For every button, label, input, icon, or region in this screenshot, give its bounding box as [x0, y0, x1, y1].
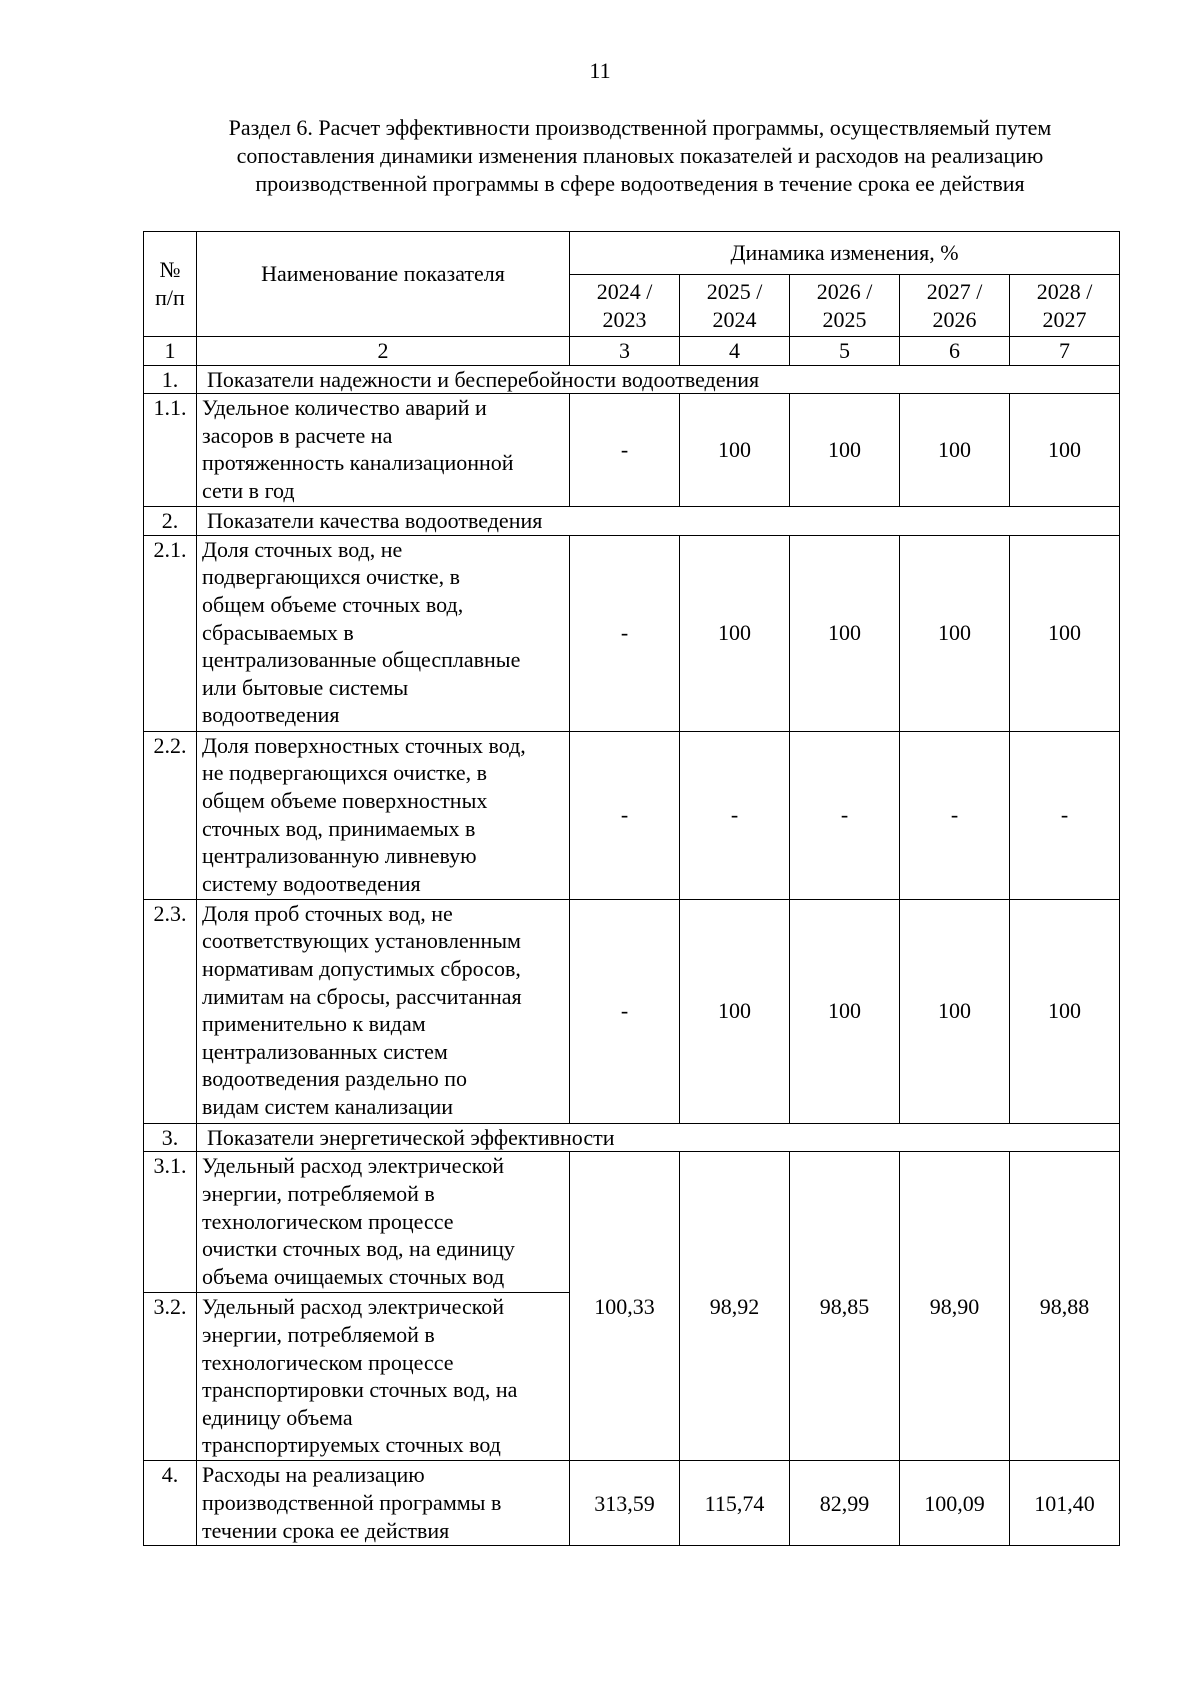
value-cell: 100,09	[900, 1461, 1010, 1546]
table-row	[144, 535, 1120, 731]
column-number: 5	[790, 337, 900, 366]
table-row	[144, 731, 1120, 899]
heading-line-1: Раздел 6. Расчет эффективности производственной программы, осуществляемый путем	[228, 115, 1052, 140]
column-number: 2	[197, 337, 570, 366]
heading-line-3: производственной программы в сфере водоотведения в течение срока ее действия	[255, 171, 1025, 196]
table-row	[144, 394, 1120, 507]
value-cell: 100	[900, 899, 1010, 1123]
value-cell: 100	[1010, 535, 1120, 731]
indicator-name: Удельное количество аварий и засоров в расчете на протяженность канализационной сети в год	[197, 394, 570, 507]
header-indicator-name: Наименование показателя	[197, 232, 570, 337]
value-cell: 100	[790, 535, 900, 731]
value-cell: 100	[1010, 899, 1120, 1123]
indicator-name: Доля проб сточных вод, не соответствующих установленным нормативам допустимых сбросов, лимитам на сбросы, рассчитанная применительно к видам централизованных систем водоотведения раздельно по видам систем канализации	[197, 899, 570, 1123]
section-number: 2.	[144, 507, 197, 536]
heading-line-2: сопоставления динамики изменения плановых показателей и расходов на реализацию	[236, 143, 1044, 168]
value-cell: 313,59	[570, 1461, 680, 1546]
header-dynamics: Динамика изменения, %	[570, 232, 1120, 275]
value-cell: 100	[790, 899, 900, 1123]
indicator-name: Удельный расход электрической энергии, потребляемой в технологическом процессе очистки сточных вод, на единицу объема очищаемых сточных вод	[197, 1152, 570, 1293]
header-year: 2028 / 2027	[1010, 275, 1120, 337]
value-cell: 98,88	[1010, 1152, 1120, 1461]
header-row	[144, 232, 1120, 275]
header-year: 2025 / 2024	[680, 275, 790, 337]
value-cell: 98,85	[790, 1152, 900, 1461]
value-cell: -	[570, 535, 680, 731]
value-cell: 98,90	[900, 1152, 1010, 1461]
header-year: 2027 / 2026	[900, 275, 1010, 337]
value-cell: 101,40	[1010, 1461, 1120, 1546]
value-cell: -	[570, 394, 680, 507]
section-row	[144, 365, 1120, 394]
value-cell: 100	[680, 394, 790, 507]
header-year: 2024 / 2023	[570, 275, 680, 337]
section-title: Показатели качества водоотведения	[197, 507, 1120, 536]
header-year: 2026 / 2025	[790, 275, 900, 337]
row-number: 3.2.	[144, 1293, 197, 1461]
section-heading	[160, 114, 1120, 198]
value-cell: 100,33	[570, 1152, 680, 1461]
value-cell: 100	[680, 899, 790, 1123]
row-number: 2.3.	[144, 899, 197, 1123]
table-row	[144, 899, 1120, 1123]
column-number: 3	[570, 337, 680, 366]
value-cell: 98,92	[680, 1152, 790, 1461]
value-cell: 100	[900, 394, 1010, 507]
section-row	[144, 507, 1120, 536]
indicator-name: Расходы на реализацию производственной программы в течении срока ее действия	[197, 1461, 570, 1546]
value-cell: 100	[900, 535, 1010, 731]
row-number: 4.	[144, 1461, 197, 1546]
column-number: 4	[680, 337, 790, 366]
table-row	[144, 1152, 1120, 1293]
value-cell: -	[1010, 731, 1120, 899]
column-number: 6	[900, 337, 1010, 366]
value-cell: -	[790, 731, 900, 899]
header-number: № п/п	[144, 232, 197, 337]
column-number: 7	[1010, 337, 1120, 366]
section-number: 1.	[144, 365, 197, 394]
page-number: 11	[589, 58, 611, 83]
indicator-name: Доля поверхностных сточных вод, не подвергающихся очистке, в общем объеме поверхностных сточных вод, принимаемых в централизованную ливневую систему водоотведения	[197, 731, 570, 899]
value-cell: 100	[680, 535, 790, 731]
indicator-name: Удельный расход электрической энергии, потребляемой в технологическом процессе транспортировки сточных вод, на единицу объема транспортируемых сточных вод	[197, 1293, 570, 1461]
column-number-row	[144, 337, 1120, 366]
value-cell: -	[900, 731, 1010, 899]
value-cell: 82,99	[790, 1461, 900, 1546]
column-number: 1	[144, 337, 197, 366]
row-number: 3.1.	[144, 1152, 197, 1293]
value-cell: 115,74	[680, 1461, 790, 1546]
row-number: 2.1.	[144, 535, 197, 731]
value-cell: 100	[1010, 394, 1120, 507]
value-cell: -	[570, 731, 680, 899]
value-cell: -	[570, 899, 680, 1123]
section-title: Показатели энергетической эффективности	[197, 1123, 1120, 1152]
section-title: Показатели надежности и бесперебойности водоотведения	[197, 365, 1120, 394]
section-row	[144, 1123, 1120, 1152]
table-row	[144, 1461, 1120, 1546]
indicator-name: Доля сточных вод, не подвергающихся очистке, в общем объеме сточных вод, сбрасываемых в централизованные общесплавные или бытовые системы водоотведения	[197, 535, 570, 731]
section-number: 3.	[144, 1123, 197, 1152]
value-cell: -	[680, 731, 790, 899]
efficiency-table	[143, 231, 1120, 1546]
row-number: 2.2.	[144, 731, 197, 899]
value-cell: 100	[790, 394, 900, 507]
row-number: 1.1.	[144, 394, 197, 507]
